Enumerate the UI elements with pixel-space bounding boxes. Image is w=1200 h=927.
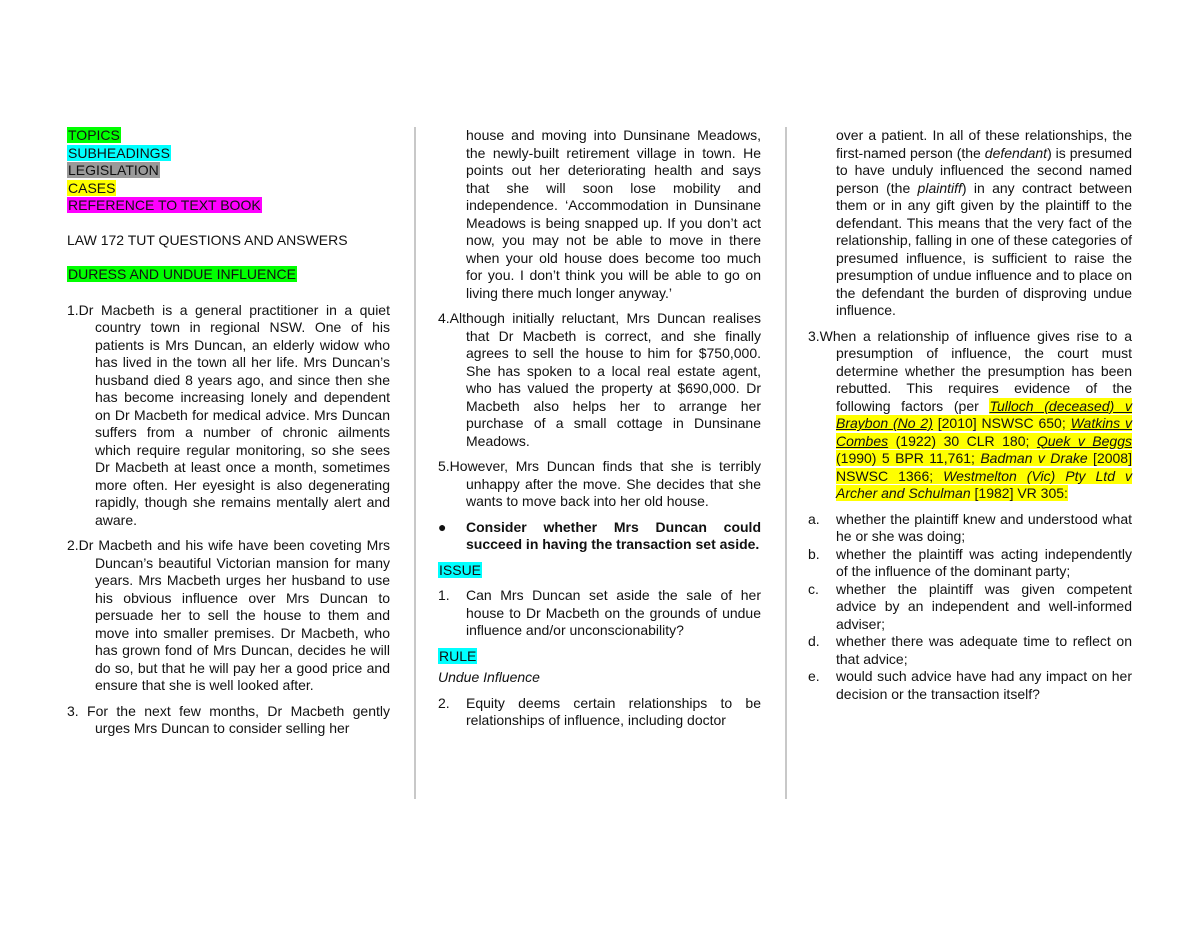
rule-paragraph-2b: over a patient. In all of these relationships, the first-named person (the defendant) is presumed to have unduly influenced the second named person (the plaintiff) in any contract between them or in any gift given by the plaintiff to the defendant. This means that the very fact of the relationship, falling in one of these categories of presumed influence, is sufficient to raise the presumption of undue influence and to place on the defendant the burden of disproving undue influence. bbox=[836, 127, 1132, 318]
case-tulloch: Tulloch (deceased) v Braybon (No 2) bbox=[836, 397, 1132, 431]
issue-item bbox=[438, 587, 761, 640]
rule-heading: RULE bbox=[439, 647, 477, 664]
column-3 bbox=[808, 127, 1132, 703]
column-divider-2 bbox=[785, 127, 787, 799]
list-item: b. whether the plaintiff was acting independently of the influence of the dominant party; bbox=[808, 545, 1132, 579]
rule-subheading: Undue Influence bbox=[438, 669, 540, 685]
list-item: c. whether the plaintiff was given competent advice by an independent and well-informed adviser; bbox=[808, 580, 1132, 632]
list-item: e. would such advice have had any impact on her decision or the transaction itself? bbox=[808, 668, 1132, 702]
rule-paragraph-2a bbox=[438, 695, 761, 730]
question bbox=[438, 519, 761, 554]
facts-paragraph-1: 1.Dr Macbeth is a general practitioner in a quiet country town in regional NSW. One of his patients is Mrs Duncan, an elderly widow who has lived in the town all her life. Mrs Duncan’s husband died 8 years ago, and since then she has become increasing lonely and dependent on Dr Macbeth for medical advice. Mrs Duncan suffers from a number of chronic ailments which require regular monitoring, so she sees Dr Macbeth at least once a month, sometimes more often. Her eyesight is also degenerating rapidly, though she remains mentally alert and aware. bbox=[67, 301, 390, 528]
case-westmelton: Westmelton (Vic) Pty Ltd v Archer and Schulman bbox=[836, 467, 1132, 501]
rule-paragraph-3: 3.When a relationship of influence gives rise to a presumption of influence, the court must determine whether the presumption has been rebutted. This requires evidence of the following factors (per Tulloch (deceased) v Braybon (No 2) [2010] NSWSC 650; Watkins v Combes (1922) 30 CLR 180; Quek v Beggs (1990) 5 BPR 11,761; Badman v Drake [2008] NSWSC 1366; Westmelton (Vic) Pty Ltd v Archer and Schulman [1982] VR 305: bbox=[808, 327, 1133, 501]
defendant-term: defendant bbox=[984, 144, 1048, 161]
document-title: LAW 172 TUT QUESTIONS AND ANSWERS bbox=[67, 231, 348, 248]
legend-cases: CASES bbox=[68, 179, 116, 196]
list-item: a. whether the plaintiff knew and understood what he or she was doing; bbox=[808, 510, 1132, 544]
case-badman: Badman v Drake bbox=[980, 450, 1088, 466]
question-text: Consider whether Mrs Duncan could succeed in having the transaction set aside. bbox=[466, 518, 761, 552]
legend-legislation: LEGISLATION bbox=[68, 162, 159, 178]
column-divider-1 bbox=[414, 127, 416, 799]
list-item: d. whether there was adequate time to reflect on that advice; bbox=[808, 633, 1132, 667]
issue-number: 1. bbox=[438, 587, 450, 603]
facts-paragraph-4: 4.Although initially reluctant, Mrs Duncan realises that Dr Macbeth is correct, and she finally agrees to sell the house to him for $750,000. She has spoken to a local real estate agent, who has valued the property at $690,000. Dr Macbeth also helps her to arrange her purchase of a small cottage in Dunsinane Meadows. bbox=[438, 310, 761, 449]
facts-paragraph-3b: house and moving into Dunsinane Meadows, the newly-built retirement village in town. He points out her deteriorating health and says that she will soon lose mobility and independence. ‘Accommodation in Dunsinane Meadows is being snapped up. If you don’t act now, you may not be able to move in there when your old house does become too much for you. I don’t think you will be able to go on living there much longer anyway.’ bbox=[466, 127, 761, 301]
topic-heading: DURESS AND UNDUE INFLUENCE bbox=[68, 266, 296, 282]
bullet-icon: ● bbox=[438, 518, 447, 535]
case-quek: Quek v Beggs bbox=[1036, 432, 1133, 449]
legend-reference: REFERENCE TO TEXT BOOK bbox=[68, 197, 261, 213]
column-2 bbox=[438, 127, 761, 730]
legend-topics: TOPICS bbox=[68, 127, 120, 143]
plaintiff-term: plaintiff bbox=[917, 179, 962, 196]
facts-paragraph-5: 5.However, Mrs Duncan finds that she is terribly unhappy after the move. She decides that she wants to move back into her old house. bbox=[438, 458, 761, 509]
rule-number-2: 2. bbox=[438, 694, 450, 711]
case-watkins: Watkins v Combes bbox=[836, 415, 1132, 449]
factors-list bbox=[808, 511, 1132, 704]
facts-paragraph-3a: 3. For the next few months, Dr Macbeth gently urges Mrs Duncan to consider selling her bbox=[67, 702, 390, 736]
colour-legend bbox=[67, 127, 390, 215]
rule-paragraph-2a-text: Equity deems certain relationships to be relationships of influence, including doctor bbox=[466, 694, 761, 728]
legend-subheadings: SUBHEADINGS bbox=[68, 144, 170, 161]
column-1 bbox=[67, 127, 390, 738]
issue-text: Can Mrs Duncan set aside the sale of her house to Dr Macbeth on the grounds of undue influence and/or unconscionability? bbox=[466, 587, 761, 638]
facts-paragraph-2: 2.Dr Macbeth and his wife have been coveting Mrs Duncan’s beautiful Victorian mansion for many years. Mrs Macbeth urges her husband to use his obvious influence over Mrs Duncan to persuade her to sell the house to them and move into smaller premises. Dr Macbeth, who has grown fond of Mrs Duncan, decides he will do so, but that he will pay her a good price and ensure that she is well looked after. bbox=[67, 537, 390, 693]
issue-heading: ISSUE bbox=[439, 561, 482, 578]
